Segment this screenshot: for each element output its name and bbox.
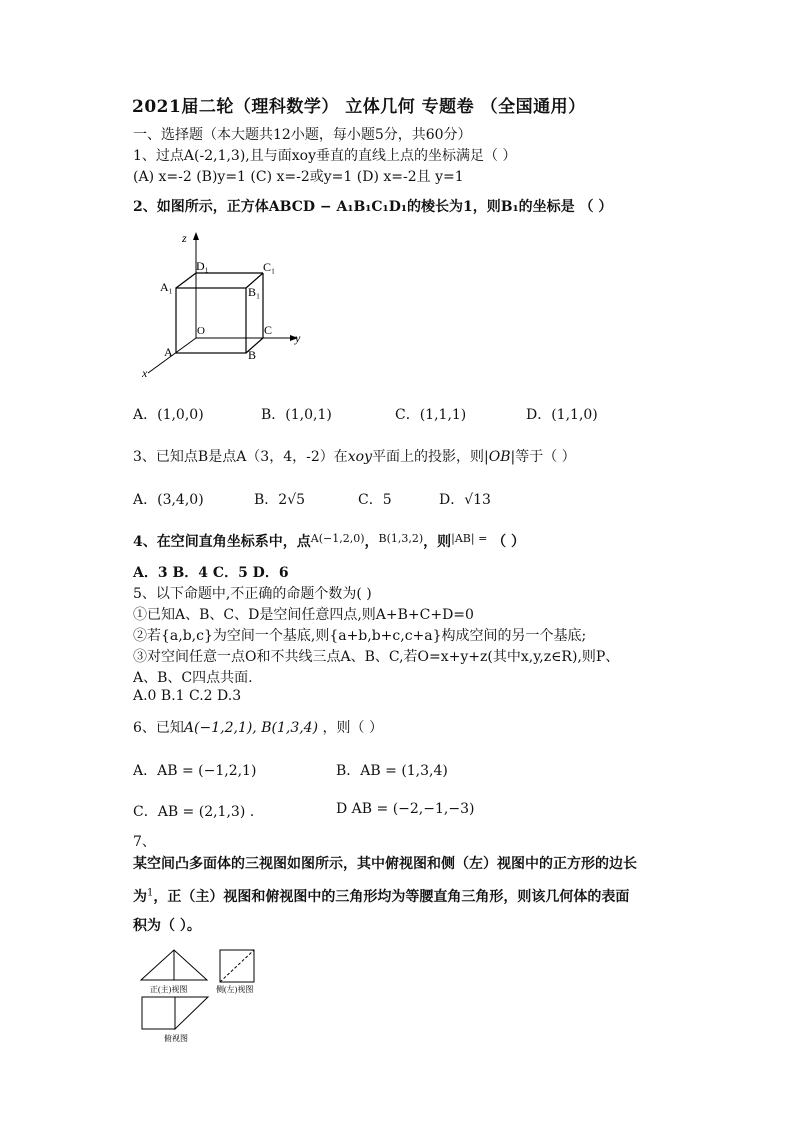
label-b: B <box>248 348 257 362</box>
cube-front-face <box>176 288 246 353</box>
question-7-line-3: 积为（ ）。 <box>133 918 201 934</box>
question-5-item-1: ①已知A、B、C、D是空间任意四点,则A+B+C+D=0 <box>133 607 474 623</box>
question-5-item-2: ②若{a,b,c}为空间一个基底,则{a+b,b+c,c+a}构成空间的另一个基底; <box>133 628 587 644</box>
label-z: z <box>182 231 187 245</box>
question-1-stem: 1、过点A(-2,1,3),且与面xoy垂直的直线上点的坐标满足（ ） <box>133 148 517 164</box>
question-7-line-2: 为$^1$，正（主）视图和俯视图中的三角形均为等腰直角三角形，则该几何体的表面 <box>133 887 630 905</box>
question-7-number: 7、 <box>133 834 156 850</box>
top-view-label: 俯视图 <box>164 1034 188 1043</box>
question-1-options: (A) x=-2 (B)y=1 (C) x=-2或y=1 (D) x=-2且 y=1 <box>133 169 464 185</box>
cube-figure <box>138 228 313 380</box>
question-6-stem: 6、已知A(−1,2,1), B(1,3,4) ，则（ ） <box>133 720 383 736</box>
question-5-item-3: ③对空间任意一点O和不共线三点A、B、C,若O=x+y+z(其中x,y,z∈R),则P、 <box>133 649 620 665</box>
question-3-option-a: A．(3,4,0) <box>133 492 204 508</box>
front-view-label: 正(主)视图 <box>150 985 188 994</box>
label-b1: B₁ <box>248 285 261 299</box>
section-heading: 一、选择题（本大题共12小题，每小题5分，共60分） <box>133 127 472 143</box>
z-axis-arrow <box>193 232 199 240</box>
label-a1: A₁ <box>160 280 173 294</box>
page-title: 2021届二轮（理科数学） 立体几何 专题卷 （全国通用） <box>132 97 586 117</box>
question-3-option-c: C．5 <box>358 492 392 508</box>
question-7-line-1: 某空间凸多面体的三视图如图所示，其中俯视图和侧（左）视图中的正方形的边长 <box>133 856 637 872</box>
label-d1: D₁ <box>196 259 209 273</box>
label-c1: C₁ <box>263 260 276 274</box>
question-6-option-d: D AB = (−2,−1,−3) <box>336 801 475 817</box>
three-views-figure <box>136 945 266 1045</box>
side-view-label: 侧(左)视图 <box>216 985 254 994</box>
question-6-option-c: C．AB = (2,1,3) . <box>133 804 255 820</box>
label-y: y <box>295 331 301 345</box>
label-c: C <box>264 323 273 337</box>
label-a: A <box>164 345 173 359</box>
question-2-option-d: D．(1,1,0) <box>526 407 598 423</box>
side-view-diagonal <box>220 950 254 982</box>
label-x: x <box>142 366 148 380</box>
top-view-triangle <box>175 997 208 1029</box>
top-view-square <box>142 997 175 1029</box>
label-o: O <box>197 325 205 337</box>
question-2-stem: 2、如图所示，正方体ABCD − A₁B₁C₁D₁的棱长为1，则B₁的坐标是 （ ） <box>133 199 613 215</box>
question-5-item-3-cont: A、B、C四点共面. <box>133 670 253 686</box>
question-3-option-d: D．√13 <box>439 492 491 508</box>
question-3-stem: 3、已知点B是点A（3，4，-2）在xoy平面上的投影，则|OB|等于（ ） <box>133 449 576 465</box>
question-6-option-a: A．AB = (−1,2,1) <box>133 763 257 779</box>
question-2-option-c: C．(1,1,1) <box>395 407 467 423</box>
question-4-stem: 4、在空间直角坐标系中，点$^{A(-1,2,0)}$，$^{B(1,3,2)}$，则$^{|AB| =}$ （ ） <box>133 532 526 550</box>
question-3-option-b: B．2√5 <box>254 492 306 508</box>
edge-a1d1 <box>176 273 196 288</box>
question-2-option-a: A．(1,0,0) <box>133 407 204 423</box>
question-6-option-b: B．AB = (1,3,4) <box>336 763 448 779</box>
question-2-option-b: B．(1,0,1) <box>261 407 332 423</box>
question-5-options: A.0 B.1 C.2 D.3 <box>133 688 242 704</box>
question-4-options: A．3 B．4 C．5 D．6 <box>133 565 289 581</box>
question-5-stem: 5、以下命题中,不正确的命题个数为( ) <box>133 586 372 602</box>
